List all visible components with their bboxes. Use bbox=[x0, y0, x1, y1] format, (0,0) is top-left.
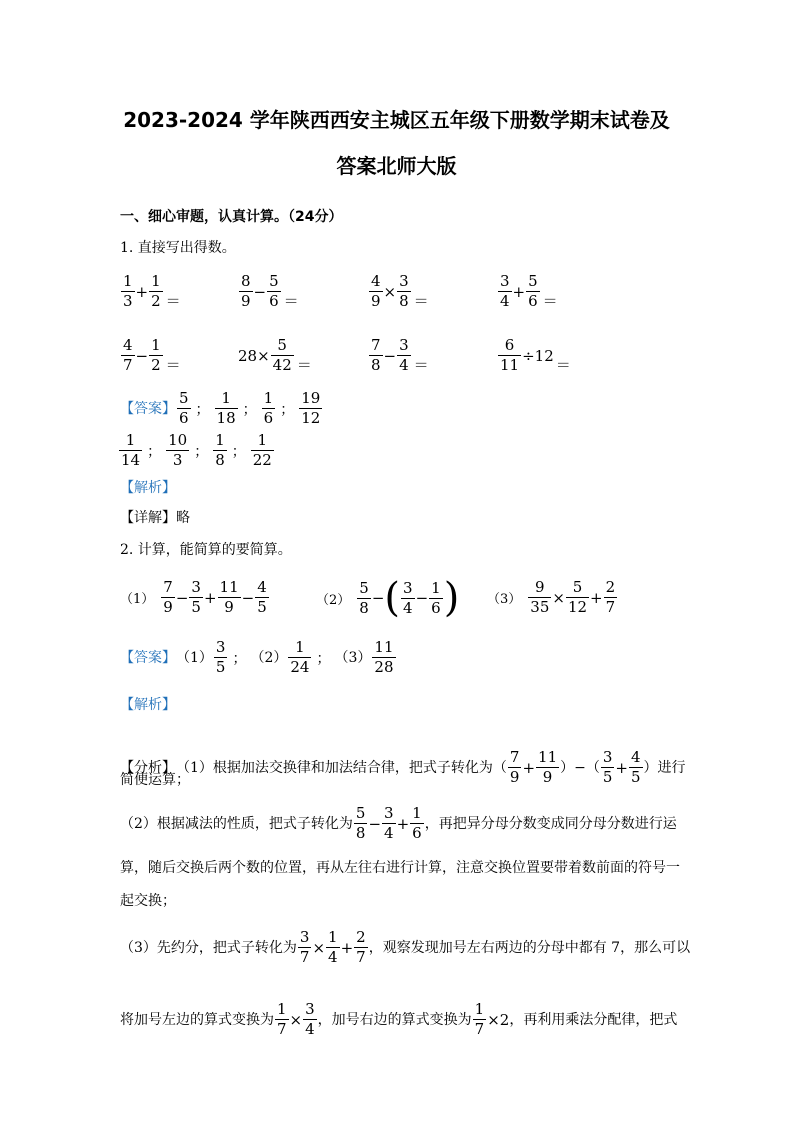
question-1-label: 1. 直接写出得数。 bbox=[120, 240, 236, 256]
text: ）进行 bbox=[643, 759, 686, 776]
text: ，观察发现加号左右两边的分母中都有 7，那么可以 bbox=[368, 939, 691, 956]
numerator: 1 bbox=[263, 389, 274, 407]
q1-expression bbox=[497, 336, 571, 375]
operator: 28× bbox=[238, 346, 270, 365]
denominator: 4 bbox=[384, 824, 394, 842]
denominator: 18 bbox=[216, 409, 236, 427]
numerator: 3 bbox=[305, 1000, 315, 1018]
numerator: 1 bbox=[251, 431, 274, 451]
fraction bbox=[604, 578, 618, 617]
q2-part-3 bbox=[487, 578, 618, 617]
fraction bbox=[262, 389, 276, 428]
fraction bbox=[215, 389, 238, 428]
analysis-line-2b: 算，随后交换后两个数的位置，再从左往右进行计算，注意交换位置要带着数前面的符号一 bbox=[120, 860, 680, 876]
fraction bbox=[508, 748, 522, 787]
numerator: 3 bbox=[602, 748, 613, 766]
equals-sign: ＝ bbox=[542, 292, 558, 310]
fraction bbox=[326, 928, 340, 967]
fenxi-tag: 【分析】 bbox=[120, 759, 176, 776]
denominator: 5 bbox=[215, 658, 226, 676]
fraction bbox=[397, 272, 411, 311]
part-index: （2） bbox=[250, 649, 288, 666]
numerator: 3 bbox=[299, 928, 310, 946]
q1-answer-row-1 bbox=[120, 389, 323, 428]
fraction bbox=[372, 638, 395, 677]
fraction bbox=[189, 578, 203, 617]
numerator: 5 bbox=[179, 389, 189, 407]
fraction bbox=[601, 748, 615, 787]
denominator: 5 bbox=[630, 768, 641, 786]
operator: + bbox=[522, 758, 536, 777]
fraction bbox=[410, 804, 424, 843]
fraction bbox=[369, 272, 383, 311]
operator: − bbox=[241, 588, 255, 607]
numerator: 2 bbox=[356, 928, 366, 946]
denominator: 12 bbox=[301, 409, 321, 427]
fraction bbox=[121, 336, 135, 375]
denominator: 6 bbox=[263, 409, 274, 427]
operator: + bbox=[135, 282, 149, 301]
analysis-line-2c: 起交换； bbox=[120, 893, 176, 909]
numerator: 1 bbox=[474, 1000, 485, 1018]
numerator: 10 bbox=[168, 431, 188, 449]
denominator: 2 bbox=[151, 292, 161, 310]
operator: − bbox=[383, 346, 397, 365]
equals-sign: ＝ bbox=[283, 292, 299, 310]
analysis-tag-2: 【解析】 bbox=[120, 697, 176, 713]
part-index: （1） bbox=[176, 649, 213, 666]
fraction bbox=[177, 389, 191, 428]
denominator: 9 bbox=[371, 292, 381, 310]
numerator: 1 bbox=[123, 272, 133, 290]
denominator: 24 bbox=[290, 658, 310, 676]
fraction bbox=[213, 431, 227, 470]
operator: − bbox=[371, 589, 385, 607]
q1-expression bbox=[120, 336, 181, 375]
numerator: 1 bbox=[277, 1000, 287, 1018]
title-line-1: 2023-2024 学年陕西西安主城区五年级下册数学期末试卷及 bbox=[123, 108, 670, 132]
fraction bbox=[498, 336, 521, 375]
fraction bbox=[288, 638, 311, 677]
numerator: 1 bbox=[215, 431, 225, 449]
separator: ； bbox=[232, 650, 247, 667]
fraction bbox=[528, 578, 551, 617]
operator: + bbox=[203, 588, 217, 607]
denominator: 9 bbox=[163, 598, 173, 616]
denominator: 6 bbox=[431, 598, 441, 617]
part-index: （3） bbox=[334, 649, 372, 666]
part-index: （3） bbox=[487, 592, 522, 607]
denominator: 4 bbox=[305, 1020, 315, 1038]
text: （2）根据减法的性质，把式子转化为 bbox=[120, 815, 353, 832]
fraction bbox=[214, 638, 228, 677]
operator: − bbox=[253, 282, 267, 301]
equals-sign: ＝ bbox=[296, 356, 312, 374]
separator: ； bbox=[242, 401, 257, 418]
denominator: 5 bbox=[191, 598, 201, 616]
operator: − bbox=[135, 346, 149, 365]
denominator: 6 bbox=[269, 292, 279, 310]
fraction bbox=[526, 272, 540, 311]
numerator: 5 bbox=[269, 272, 279, 290]
numerator: 3 bbox=[403, 578, 413, 597]
denominator: 5 bbox=[602, 768, 613, 786]
part-index: （2） bbox=[316, 592, 351, 608]
text: （1）根据加法交换律和加法结合律，把式子转化为（ bbox=[176, 759, 507, 776]
numerator: 6 bbox=[498, 336, 521, 356]
fraction bbox=[149, 272, 163, 311]
detail-line bbox=[120, 508, 190, 528]
left-paren: ( bbox=[384, 575, 401, 621]
denominator: 9 bbox=[224, 598, 234, 616]
equals-sign: ＝ bbox=[555, 356, 571, 374]
denominator: 4 bbox=[500, 292, 510, 310]
denominator: 42 bbox=[272, 356, 292, 374]
numerator: 7 bbox=[371, 336, 381, 354]
numerator: 1 bbox=[119, 431, 142, 451]
operator: + bbox=[590, 588, 603, 607]
fraction bbox=[119, 431, 142, 470]
operator: × bbox=[383, 282, 397, 301]
numerator: 4 bbox=[371, 272, 381, 290]
q1-expression bbox=[238, 272, 299, 311]
analysis-line-4 bbox=[120, 1000, 677, 1039]
numerator: 5 bbox=[566, 578, 589, 598]
denominator: 7 bbox=[605, 598, 616, 616]
numerator: 1 bbox=[151, 272, 161, 290]
fraction bbox=[397, 336, 411, 375]
text: ，再利用乘法分配律，把式 bbox=[509, 1011, 678, 1028]
q2-part-2 bbox=[316, 575, 460, 621]
q1-expression bbox=[368, 336, 429, 375]
text: ）−（ bbox=[560, 759, 600, 776]
numerator: 1 bbox=[328, 928, 338, 946]
part-index: （1） bbox=[120, 592, 155, 607]
right-paren: ) bbox=[443, 575, 460, 621]
q1-answer-row-2 bbox=[118, 431, 275, 470]
answer-fractions bbox=[118, 431, 275, 470]
denominator: 8 bbox=[215, 451, 225, 469]
q1-expression bbox=[368, 272, 429, 311]
denominator: 7 bbox=[277, 1020, 287, 1038]
denominator: 28 bbox=[374, 658, 394, 676]
denominator: 9 bbox=[509, 768, 520, 786]
operator: − bbox=[368, 814, 382, 833]
operator: − bbox=[415, 589, 429, 607]
fraction bbox=[275, 1000, 289, 1039]
denominator: 4 bbox=[328, 948, 338, 966]
fraction bbox=[354, 928, 368, 967]
analysis-tag: 【解析】 bbox=[120, 480, 176, 496]
answer-tag: 【答案】 bbox=[120, 400, 176, 417]
numerator: 9 bbox=[528, 578, 551, 598]
denominator: 9 bbox=[241, 292, 251, 310]
question-2-label: 2. 计算，能简算的要简算。 bbox=[120, 542, 292, 558]
detail-text: 略 bbox=[176, 510, 190, 526]
denominator: 6 bbox=[528, 292, 538, 310]
analysis-line-3 bbox=[120, 928, 690, 967]
q2-part-1 bbox=[120, 578, 270, 617]
denominator: 22 bbox=[252, 451, 272, 469]
numerator: 4 bbox=[257, 578, 267, 596]
separator: ； bbox=[195, 401, 210, 418]
denominator: 8 bbox=[359, 598, 369, 617]
text: ，再把异分母分数变成同分母分数进行运 bbox=[424, 815, 677, 832]
fraction bbox=[161, 578, 175, 617]
analysis-line-1 bbox=[120, 748, 686, 787]
separator: ； bbox=[316, 650, 331, 667]
numerator: 2 bbox=[605, 578, 616, 596]
denominator: 6 bbox=[179, 409, 189, 427]
q2-answer-row bbox=[120, 638, 397, 677]
fraction bbox=[267, 272, 281, 311]
title-line-2: 答案北师大版 bbox=[336, 154, 457, 178]
numerator: 11 bbox=[374, 638, 394, 656]
numerator: 1 bbox=[431, 578, 441, 597]
numerator: 5 bbox=[355, 804, 366, 822]
numerator: 3 bbox=[500, 272, 510, 290]
equals-sign: ＝ bbox=[165, 356, 181, 374]
equals-sign: ＝ bbox=[165, 292, 181, 310]
numerator: 1 bbox=[288, 638, 311, 658]
denominator: 35 bbox=[530, 598, 550, 616]
numerator: 1 bbox=[412, 804, 422, 822]
fraction bbox=[255, 578, 269, 617]
numerator: 4 bbox=[123, 336, 133, 354]
fraction bbox=[239, 272, 253, 311]
fraction bbox=[299, 389, 322, 428]
numerator: 5 bbox=[528, 272, 538, 290]
fraction bbox=[498, 272, 512, 311]
denominator: 4 bbox=[403, 598, 413, 617]
fraction bbox=[121, 272, 135, 311]
operator: × bbox=[312, 938, 326, 957]
text: 将加号左边的算式变换为 bbox=[120, 1011, 274, 1028]
separator: ； bbox=[147, 443, 162, 460]
fraction bbox=[298, 928, 312, 967]
operator: − bbox=[175, 588, 189, 607]
fraction bbox=[536, 748, 559, 787]
fraction bbox=[429, 579, 443, 618]
numerator: 7 bbox=[509, 748, 520, 766]
denominator: 14 bbox=[121, 451, 141, 469]
operator: × bbox=[289, 1010, 303, 1029]
separator: ； bbox=[194, 443, 209, 460]
numerator: 7 bbox=[163, 578, 173, 596]
denominator: 8 bbox=[355, 824, 366, 842]
equals-sign: ＝ bbox=[413, 356, 429, 374]
denominator: 11 bbox=[500, 356, 520, 374]
fraction bbox=[357, 579, 371, 618]
numerator: 5 bbox=[359, 578, 369, 597]
denominator: 12 bbox=[567, 598, 588, 616]
operator: + bbox=[340, 938, 354, 957]
operator: + bbox=[512, 282, 526, 301]
fraction bbox=[166, 431, 189, 470]
fraction bbox=[251, 431, 274, 470]
answer-tag: 【答案】 bbox=[120, 649, 176, 666]
denominator: 2 bbox=[151, 356, 161, 374]
denominator: 8 bbox=[399, 292, 409, 310]
operator: ÷12 bbox=[522, 346, 554, 365]
fraction bbox=[218, 578, 241, 617]
numerator: 8 bbox=[241, 272, 251, 290]
q1-expression bbox=[238, 336, 312, 375]
numerator: 1 bbox=[215, 389, 238, 409]
operator: + bbox=[615, 758, 628, 777]
numerator: 3 bbox=[399, 336, 409, 354]
numerator: 1 bbox=[151, 336, 161, 354]
fraction bbox=[401, 579, 415, 618]
text: ，加号右边的算式变换为 bbox=[317, 1011, 472, 1028]
section-heading: 一、细心审题，认真计算。（24分） bbox=[120, 209, 343, 225]
numerator: 11 bbox=[219, 578, 239, 596]
denominator: 7 bbox=[123, 356, 133, 374]
analysis-line-1b: 简便运算； bbox=[120, 772, 190, 788]
denominator: 3 bbox=[172, 451, 183, 469]
equals-sign: ＝ bbox=[413, 292, 429, 310]
denominator: 6 bbox=[412, 824, 422, 842]
text: （3）先约分，把式子转化为 bbox=[120, 939, 297, 956]
denominator: 7 bbox=[356, 948, 366, 966]
operator: ×2 bbox=[487, 1010, 510, 1029]
denominator: 7 bbox=[474, 1020, 485, 1038]
fraction bbox=[303, 1000, 317, 1039]
denominator: 3 bbox=[123, 292, 133, 310]
separator: ； bbox=[231, 443, 246, 460]
numerator: 3 bbox=[191, 578, 201, 596]
numerator: 3 bbox=[384, 804, 394, 822]
operator: × bbox=[552, 588, 565, 607]
denominator: 4 bbox=[399, 356, 409, 374]
fraction bbox=[566, 578, 589, 617]
denominator: 8 bbox=[371, 356, 381, 374]
numerator: 5 bbox=[271, 336, 294, 356]
operator: + bbox=[396, 814, 410, 833]
q1-expression bbox=[120, 272, 181, 311]
detail-tag: 【详解】 bbox=[120, 510, 176, 526]
fraction bbox=[354, 804, 368, 843]
fraction bbox=[473, 1000, 487, 1039]
denominator: 9 bbox=[542, 768, 553, 786]
numerator: 19 bbox=[301, 389, 321, 407]
separator: ； bbox=[280, 401, 295, 418]
numerator: 3 bbox=[215, 638, 226, 656]
denominator: 5 bbox=[257, 598, 267, 616]
fraction bbox=[382, 804, 396, 843]
fraction bbox=[149, 336, 163, 375]
fraction bbox=[271, 336, 294, 375]
analysis-line-2 bbox=[120, 804, 677, 843]
numerator: 4 bbox=[630, 748, 641, 766]
fraction bbox=[369, 336, 383, 375]
fraction bbox=[629, 748, 643, 787]
denominator: 7 bbox=[299, 948, 310, 966]
q1-expression bbox=[497, 272, 558, 311]
answer-fractions bbox=[176, 389, 323, 428]
numerator: 3 bbox=[399, 272, 409, 290]
numerator: 11 bbox=[538, 748, 558, 766]
